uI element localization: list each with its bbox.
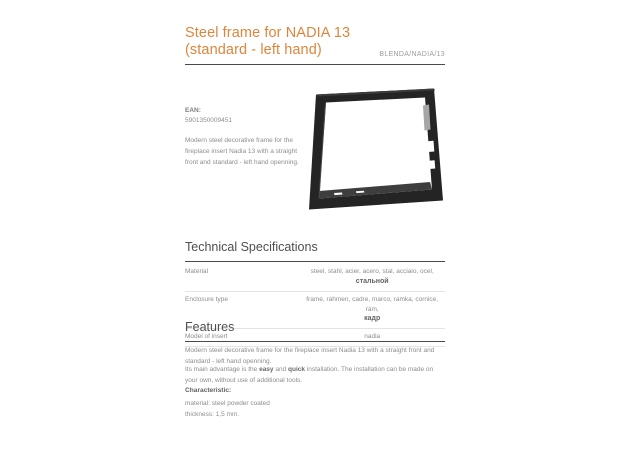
- features-paragraph-1: Modern steel decorative frame for the fireplace insert Nadia 13 with a straight front and standard - left hand openning.: [185, 347, 435, 365]
- page-title-line1: Steel frame for NADIA 13: [185, 25, 351, 41]
- steel-frame-photo: [306, 85, 452, 218]
- ean-value: 5901350009451: [185, 116, 232, 124]
- spec-value: [299, 267, 445, 287]
- product-description: Modern steel decorative frame for the fireplace insert Nadia 13 with a straight front and standard - left hand openning.: [185, 137, 299, 166]
- spec-label: Model of insert: [185, 333, 228, 341]
- product-code: BLENDA/NADIA/13: [379, 51, 445, 58]
- spec-value-line1: nadia: [364, 333, 381, 341]
- technical-specifications-heading: Technical Specifications: [185, 240, 445, 262]
- spec-value-line1: steel, stahl, acier, acero, stal, acciaio, ocel,: [310, 268, 434, 275]
- p2-mid: and: [273, 366, 289, 373]
- ean-block: [185, 107, 232, 124]
- technical-specifications-section: [185, 240, 445, 262]
- features-paragraph-2: [185, 365, 447, 386]
- spec-row-material: [185, 264, 445, 292]
- spec-value-line1: frame, rahmen, cadre, marco, ramka, cornice, rám,: [306, 295, 439, 313]
- spec-label: Enclosure type: [185, 295, 228, 303]
- spec-label: Material: [185, 268, 209, 275]
- characteristic-thickness: thickness: 1,5 mm.: [185, 411, 240, 418]
- characteristic-label: Characteristic:: [185, 387, 232, 394]
- page-title-line2: (standard - left hand): [185, 42, 322, 58]
- p2-suffix: installation. The installation can be made on your own, without use of additional tools.: [185, 366, 434, 384]
- p2-prefix: Its main advantage is the: [185, 366, 260, 373]
- spec-value-line2: кадр: [364, 315, 381, 323]
- features-section: [185, 320, 445, 342]
- ean-label: EAN:: [185, 107, 201, 114]
- spec-value-line2: стальной: [355, 277, 389, 285]
- page-header: [185, 25, 445, 65]
- p2-bold-easy: easy: [259, 366, 274, 373]
- p2-bold-quick: quick: [288, 366, 305, 373]
- features-heading: Features: [185, 320, 445, 342]
- characteristic-material: material: steel powder coated: [185, 400, 270, 407]
